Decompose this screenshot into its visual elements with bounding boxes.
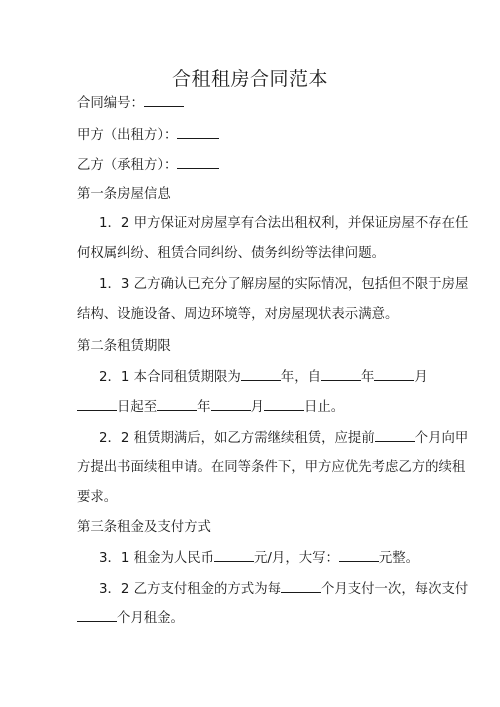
party-a-label: 甲方（出租方）：	[77, 128, 178, 143]
document-title: 合租租房合同范本	[171, 68, 328, 90]
party-a-line	[77, 126, 219, 145]
rent-uppercase-blank	[339, 549, 379, 562]
party-a-blank	[177, 126, 219, 139]
clause-2-2-line-1	[99, 429, 468, 448]
rent-amount-blank	[214, 549, 254, 562]
clause-1-3-line-1: 1．3 乙方确认已充分了解房屋的实际情况，包括但不限于房屋	[99, 277, 469, 292]
start-year-blank	[321, 368, 361, 381]
clause-3-1-text-c: 元整。	[378, 551, 420, 566]
article-1-heading: 第一条房屋信息	[77, 187, 171, 202]
renewal-notice-blank	[375, 429, 415, 442]
article-3-heading: 第三条租金及支付方式	[77, 520, 211, 535]
start-day-blank	[77, 398, 117, 411]
clause-2-1-text-a: 2．1 本合同租赁期限为	[99, 370, 241, 385]
payment-months-blank	[77, 609, 117, 622]
clause-3-2-line-2	[77, 609, 184, 628]
party-b-blank	[177, 156, 219, 169]
contract-number-blank	[144, 94, 184, 107]
clause-2-2-text-a: 2．2 租赁期满后，如乙方需继续租赁，应提前	[99, 431, 375, 446]
end-day-blank	[264, 398, 304, 411]
clause-2-2-line-2: 方提出书面续租申请。在同等条件下，甲方应优先考虑乙方的续租	[77, 460, 466, 475]
end-month-blank	[211, 398, 251, 411]
clause-1-2-line-1: 1．2 甲方保证对房屋享有合法出租权利，并保证房屋不存在任	[99, 216, 469, 231]
clause-2-1-text-c: 年	[360, 370, 375, 385]
clause-3-2-text-c: 个月租金。	[117, 611, 184, 626]
clause-3-2-line-1	[99, 580, 468, 599]
clause-2-1-text-h: 日止。	[303, 400, 345, 415]
clause-2-1-text-e: 日起至	[117, 400, 158, 415]
clause-1-2-line-2: 何权属纠纷、租赁合同纠纷、债务纠纷等法律问题。	[77, 246, 385, 261]
clause-3-1-line	[99, 549, 419, 568]
clause-1-3-line-2: 结构、设施设备、周边环境等，对房屋现状表示满意。	[77, 307, 399, 322]
clause-3-2-text-b: 个月支付一次，每次支付	[320, 582, 469, 597]
term-years-blank	[241, 368, 281, 381]
payment-interval-blank	[281, 580, 321, 593]
end-year-blank	[157, 398, 197, 411]
clause-2-2-line-3: 要求。	[77, 490, 118, 505]
clause-3-2-text-a: 3．2 乙方支付租金的方式为每	[99, 582, 281, 597]
clause-2-2-text-b: 个月向甲	[414, 431, 469, 446]
contract-number-label: 合同编号：	[77, 96, 144, 111]
start-month-blank	[374, 368, 414, 381]
clause-3-1-text-a: 3．1 租金为人民币	[99, 551, 215, 566]
clause-2-1-text-f: 年	[197, 400, 211, 415]
clause-2-1-line-1	[99, 368, 428, 387]
clause-3-1-text-b: 元/月，大写：	[254, 551, 339, 566]
clause-2-1-text-b: 年，自	[280, 370, 321, 385]
contract-number-line	[77, 94, 184, 113]
article-2-heading: 第二条租赁期限	[77, 339, 171, 354]
clause-2-1-text-g: 月	[250, 400, 264, 415]
clause-2-1-text-d: 月	[414, 370, 428, 385]
party-b-label: 乙方（承租方）：	[77, 158, 178, 173]
clause-2-1-line-2	[77, 398, 344, 417]
party-b-line	[77, 156, 219, 175]
